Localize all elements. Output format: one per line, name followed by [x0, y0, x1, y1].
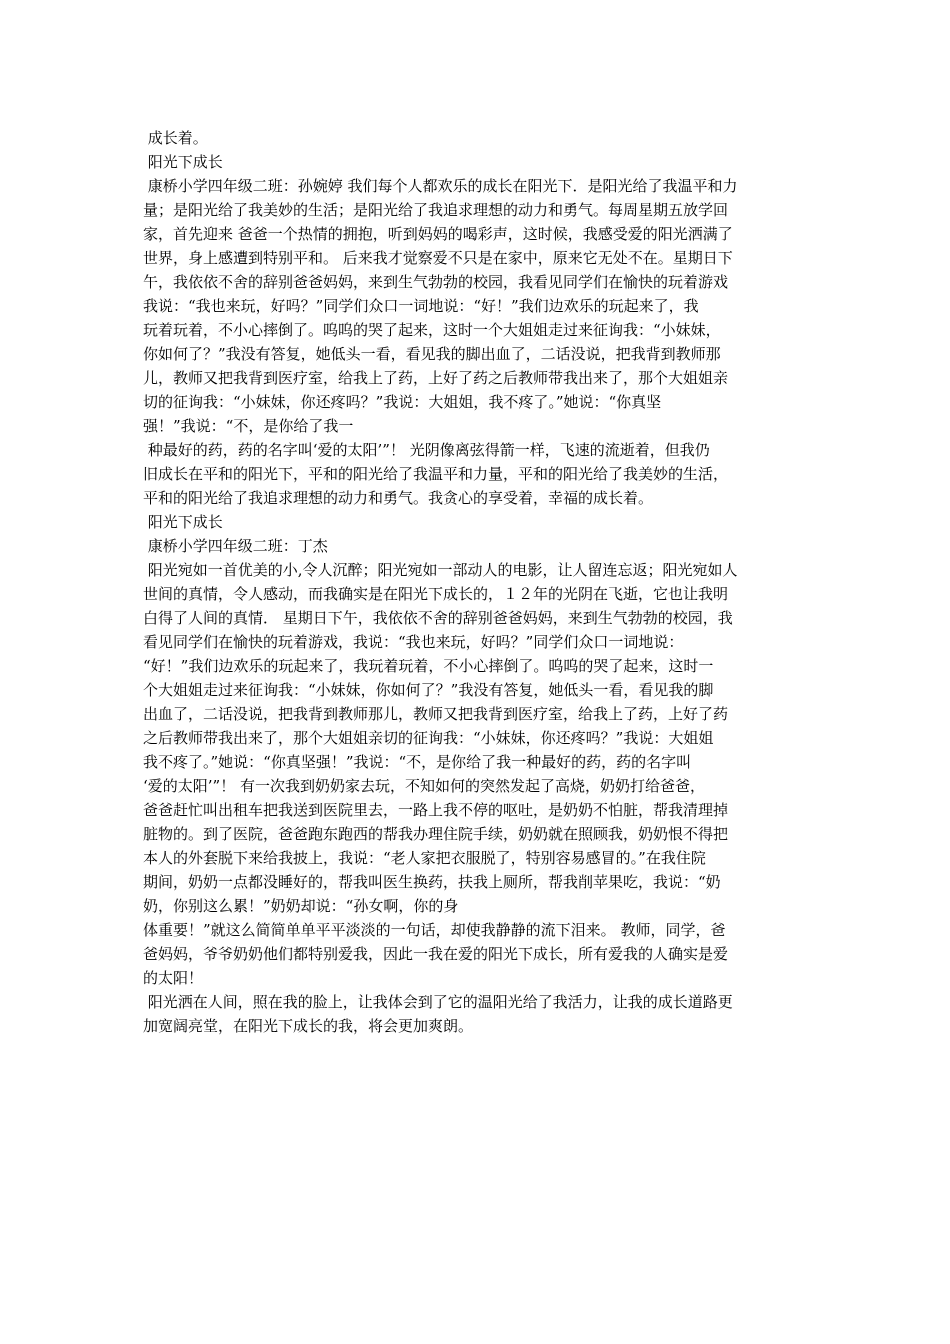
text-line: 个大姐姐走过来征询我：“小妹妹，你如何了？”我没有答复，她低头一看，看见我的脚 [143, 681, 714, 699]
text-line: 加宽阔亮堂，在阳光下成长的我，将会更加爽朗。 [143, 1017, 474, 1035]
text-line: 我不疼了。”她说：“你真坚强！”我说：“不，是你给了我一种最好的药，药的名字叫 [143, 753, 692, 771]
text-line: 儿，教师又把我背到医疗室，给我上了药，上好了药之后教师带我出来了，那个大姐姐亲 [143, 369, 729, 387]
document-body [143, 126, 808, 1038]
text-line: 午，我依依不舍的辞别爸爸妈妈，来到生气勃勃的校园，我看见同学们在愉快的玩着游戏 [143, 273, 729, 291]
text-line: 奶，你别这么累！”奶奶却说：“孙女啊，你的身 [143, 897, 459, 915]
text-line: 世间的真情，令人感动，而我确实是在阳光下成长的，１２年的光阴在飞逝，它也让我明 [143, 585, 729, 603]
section-title: 阳光下成长 [143, 153, 223, 171]
text-line: 我说：“我也来玩，好吗？”同学们众口一词地说：“好！”我们边欢乐的玩起来了，我 [143, 297, 699, 315]
text-line: “好！”我们边欢乐的玩起来了，我玩着玩着，不小心摔倒了。呜呜的哭了起来，这时一 [143, 657, 714, 675]
text-line: 爸妈妈，爷爷奶奶他们都特别爱我，因此一我在爱的阳光下成长，所有爱我的人确实是爱 [143, 945, 729, 963]
text-line: 成长着。 [143, 129, 208, 147]
text-line: 白得了人间的真情． 星期日下午，我依依不舍的辞别爸爸妈妈，来到生气勃勃的校园，我 [143, 609, 733, 627]
text-line: 之后教师带我出来了，那个大姐姐亲切的征询我：“小妹妹，你还疼吗？”我说：大姐姐 [143, 729, 714, 747]
text-line: 量；是阳光给了我美妙的生活；是阳光给了我追求理想的动力和勇气。每周星期五放学回 [143, 201, 729, 219]
text-line: 你如何了？”我没有答复，她低头一看，看见我的脚出血了，二话没说，把我背到教师那 [143, 345, 721, 363]
text-line: 种最好的药，药的名字叫‘爱的太阳’”！ 光阴像离弦得箭一样，飞速的流逝着，但我仍 [143, 441, 710, 459]
text-line: 康桥小学四年级二班：孙婉婷 我们每个人都欢乐的成长在阳光下．是阳光给了我温平和力 [143, 177, 738, 195]
text-line: 体重要！”就这么简简单单平平淡淡的一句话，却使我静静的流下泪来。 教师，同学，爸 [143, 921, 726, 939]
text-line: 看见同学们在愉快的玩着游戏，我说：“我也来玩，好吗？”同学们众口一词地说： [143, 633, 684, 651]
text-line: 脏物的。到了医院，爸爸跑东跑西的帮我办理住院手续，奶奶就在照顾我，奶奶恨不得把 [143, 825, 729, 843]
text-line: 本人的外套脱下来给我披上，我说：“老人家把衣服脱了，特别容易感冒的。”在我住院 [143, 849, 706, 867]
text-line: 的太阳！ [143, 969, 204, 987]
text-line: 强！”我说：“不，是你给了我一 [143, 417, 354, 435]
text-line: 切的征询我：“小妹妹，你还疼吗？”我说：大姐姐，我不疼了。”她说：“你真坚 [143, 393, 662, 411]
text-line: 平和的阳光给了我追求理想的动力和勇气。我贪心的享受着，幸福的成长着。 [143, 489, 654, 507]
text-line: 阳光洒在人间，照在我的脸上，让我体会到了它的温阳光给了我活力，让我的成长道路更 [143, 993, 733, 1011]
text-line: 阳光宛如一首优美的小,令人沉醉；阳光宛如一部动人的电影，让人留连忘返；阳光宛如人 [143, 561, 738, 579]
text-line: 出血了，二话没说，把我背到教师那儿，教师又把我背到医疗室，给我上了药，上好了药 [143, 705, 729, 723]
text-line: 爸爸赶忙叫出租车把我送到医院里去，一路上我不停的呕吐，是奶奶不怕脏，帮我清理掉 [143, 801, 729, 819]
text-line: ‘爱的太阳’”！ 有一次我到奶奶家去玩，不知如何的突然发起了高烧，奶奶打给爸爸， [143, 777, 705, 795]
section-title: 阳光下成长 [143, 513, 223, 531]
text-line: 家，首先迎来 爸爸一个热情的拥抱，听到妈妈的喝彩声，这时候，我感受爱的阳光洒满了 [143, 225, 733, 243]
text-line: 期间，奶奶一点都没睡好的，帮我叫医生换药，扶我上厕所，帮我削苹果吃，我说：“奶 [143, 873, 721, 891]
text-line: 旧成长在平和的阳光下，平和的阳光给了我温平和力量，平和的阳光给了我美妙的生活， [143, 465, 729, 483]
text-line: 玩着玩着，不小心摔倒了。呜呜的哭了起来，这时一个大姐姐走过来征询我：“小妹妹， [143, 321, 721, 339]
author-line: 康桥小学四年级二班：丁杰 [143, 537, 328, 555]
text-line: 世界，身上感遭到特别平和。 后来我才觉察爱不只是在家中，原来它无处不在。星期日下 [143, 249, 733, 267]
